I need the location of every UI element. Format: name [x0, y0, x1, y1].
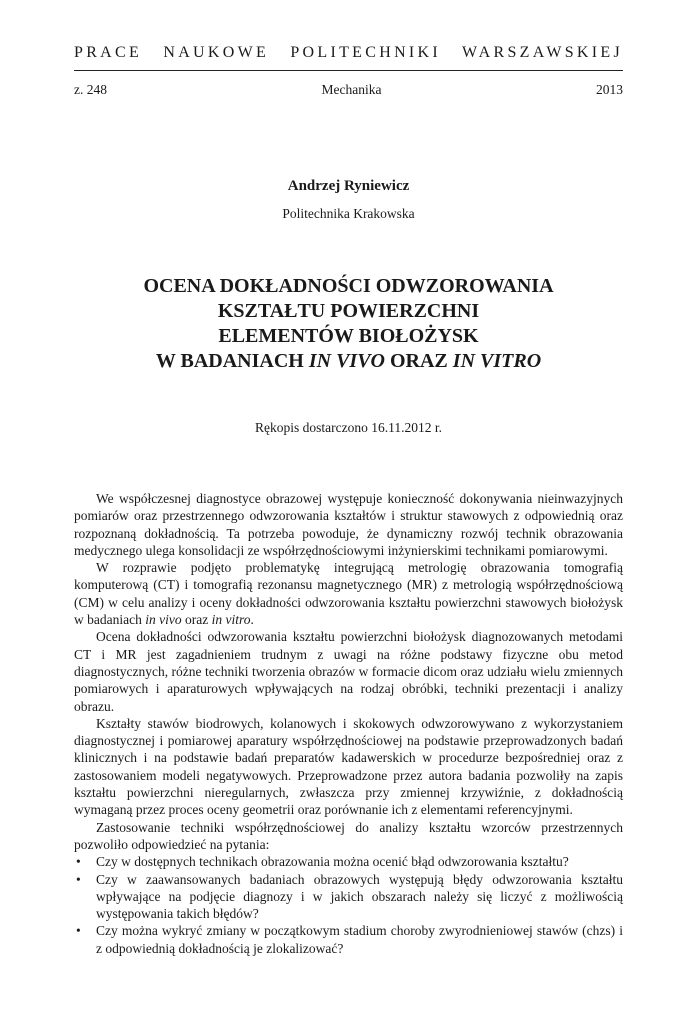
abstract-p2-text: W rozprawie podjęto problematykę integrującą metrologię obrazowania tomografią komputerową (CT) i tomografią rezonansu magnetycznego (MR) z metrologią współrzędnościową (CM) w celu analizy i oceny dokładności odwzorowania kształtu powierzchni stawowych biołożysk w badaniach [74, 560, 623, 628]
list-item: • Czy można wykryć zmiany w początkowym stadium choroby zwyrodnieniowej stawów (chzs) i z odpowiednią dokładnością je zlokalizować? [74, 922, 623, 957]
questions-list [74, 853, 623, 957]
abstract-paragraph-3: Ocena dokładności odwzorowania kształtu powierzchni biołożysk diagnozowanych metodami CT i MR jest zagadnieniem trudnym z uwagi na różne podstawy fizyczne obu metod diagnostycznych, różne techniki tworzenia obrazów w formacie dicom oraz udziału wielu zmiennych pomiarowych i aparaturowych wpływających na rodzaj obróbki, techniki prezentacji i analizy obrazu. [74, 629, 623, 714]
paper-title [60, 274, 637, 374]
author-name: Andrzej Ryniewicz [287, 178, 410, 194]
title-line-4-part-c: ORAZ [384, 350, 453, 372]
list-item: • Czy w zaawansowanych badaniach obrazowych występują błędy odwzorowania kształtu wpływające na podjęcie diagnozy i w jakich obszarach należy się liczyć z możliwością występowania takich błędów? [74, 871, 623, 923]
abstract-p2-oraz: oraz [181, 612, 212, 628]
abstract-p2-end: . [250, 612, 254, 628]
abstract [74, 490, 623, 957]
abstract-paragraph-5: Zastosowanie techniki współrzędnościowej do analizy kształtu wzorców przestrzennych pozwoliło odpowiedzieć na pytania: [74, 819, 623, 852]
title-line-4-part-a: W BADANIACH [155, 350, 309, 372]
list-item: • Czy w dostępnych technikach obrazowania można ocenić błąd odwzorowania kształtu? [74, 853, 623, 870]
abstract-p2-in-vivo: in vivo [145, 612, 182, 628]
title-line-4-in-vivo: IN VIVO [308, 350, 385, 372]
journal-series-title: PRACE NAUKOWE POLITECHNIKI WARSZAWSKIEJ [74, 44, 623, 61]
abstract-paragraph-1: We współczesnej diagnostyce obrazowej występuje konieczność dokonywania nieinwazyjnych pomiarów oraz przestrzennego odwzorowania kształtów i struktur stawowych z odpowiednią oraz rozpoznaną dokładnością. Ta potrzeba powoduje, że dynamiczny rozwój technik obrazowania medycznego ulega konsolidacji ze współrzędnościowymi inżynierskimi technikami pomiarowymi. [74, 491, 623, 558]
title-line-4-in-vitro: IN VITRO [452, 350, 542, 372]
author-affiliation: Politechnika Krakowska [282, 206, 415, 221]
title-line-1: OCENA DOKŁADNOŚCI ODWZOROWANIA [143, 275, 554, 297]
abstract-paragraph-2 [74, 559, 623, 628]
manuscript-received-date: Rękopis dostarczono 16.11.2012 r. [255, 420, 442, 435]
title-line-2: KSZTAŁTU POWIERZCHNI [217, 300, 480, 322]
publication-year: 2013 [595, 82, 623, 97]
title-line-4 [60, 349, 637, 374]
discipline: Mechanika [321, 82, 382, 97]
journal-meta-line [74, 82, 623, 98]
abstract-p2-in-vitro: in vitro [211, 612, 251, 628]
header-rule [74, 70, 623, 71]
volume-number: z. 248 [74, 82, 107, 97]
abstract-paragraph-4: Kształty stawów biodrowych, kolanowych i skokowych odwzorowywano z wykorzystaniem diagnostycznej i pomiarowej aparatury współrzędnościowej na podstawie przeprowadzonych badań klinicznych i na podstawie badań preparatów kadawerskich w procedurze bezpośredniej oraz z zastosowaniem modeli negatywowych. Przeprowadzone przez autora badania pozwoliły na zapis kształtu powierzchni nieregularnych, zwłaszcza przy zmiennej krzywiźnie, z dokładnością wymaganą przez proces oceny geometrii oraz porównanie ich z elementami referencyjnymi. [74, 715, 623, 818]
title-line-3: ELEMENTÓW BIOŁOŻYSK [218, 325, 479, 347]
